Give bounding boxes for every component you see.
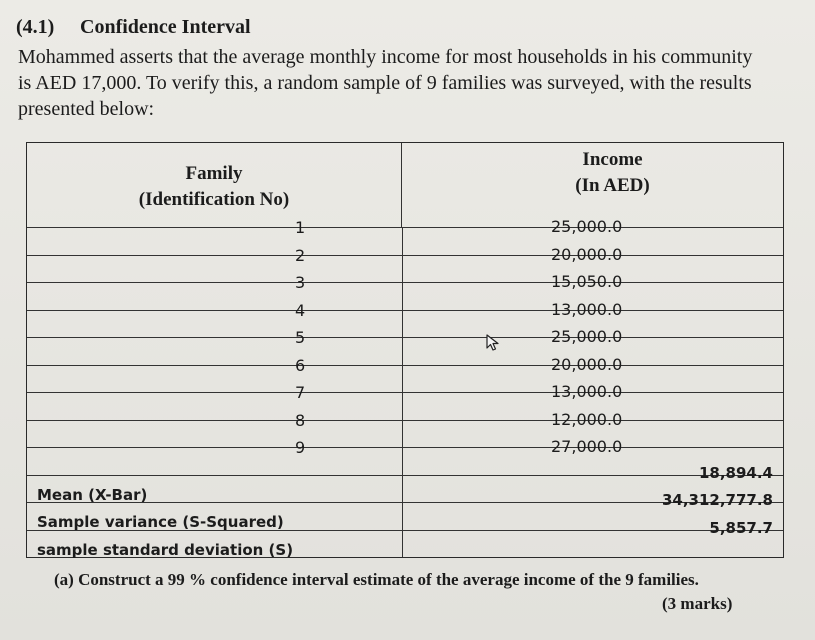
question-a: (a) Construct a 99 % confidence interval estimate of the average income of the 9 families. [54,570,699,589]
family-id: 2 [295,245,306,265]
family-id: 8 [295,410,306,430]
table-row [27,244,783,283]
mouse-pointer-icon [485,334,503,352]
family-id: 4 [295,300,306,320]
family-id: 9 [295,438,306,457]
income-value: 13,000.0 [551,299,623,319]
family-id: 3 [295,273,306,292]
table-row [27,217,783,255]
table-row [27,409,783,448]
family-id: 1 [295,218,306,237]
family-id: 6 [295,355,306,375]
income-value: 12,000.0 [551,409,623,429]
intro-line: presented below: [18,98,155,120]
income-header-line: Income [582,149,643,170]
question-marks: (3 marks) [662,594,733,613]
family-header-line: Family [185,163,243,184]
table-row [27,299,783,338]
intro-paragraph [18,44,793,122]
table-row [27,272,783,310]
summary-label: sample standard deviation (S) [37,540,294,559]
summary-value: 5,857.7 [709,518,773,537]
income-value: 20,000.0 [551,244,623,264]
family-header-line: (Identification No) [138,189,290,210]
section-number: (4.1) [16,16,55,38]
family-id: 5 [295,328,306,347]
table-header-row [27,143,783,227]
income-value: 15,050.0 [551,272,623,291]
table-row [27,327,783,365]
table-row [27,437,783,475]
section-title: Confidence Interval [80,16,251,38]
income-table [26,142,784,558]
income-header-line: (In AED) [575,175,650,196]
income-value: 20,000.0 [551,354,623,374]
summary-label: Sample variance (S-Squared) [37,513,284,531]
income-value: 27,000.0 [551,437,623,456]
family-id: 7 [295,383,306,402]
family-column-header [27,143,402,227]
intro-line: Mohammed asserts that the average monthly income for most households in his community [18,46,753,68]
summary-value: 18,894.4 [698,463,773,482]
summary-value: 34,312,777.8 [661,491,773,509]
table-row [27,382,783,420]
income-value: 25,000.0 [551,217,623,236]
intro-line: is AED 17,000. To verify this, a random sample of 9 families was surveyed, with the results [18,72,752,94]
income-value: 25,000.0 [551,327,623,346]
income-column-header [402,143,783,227]
section-heading [16,16,251,39]
table-row [27,354,783,393]
income-value: 13,000.0 [551,382,623,401]
summary-label: Mean (X-Bar) [37,485,148,504]
